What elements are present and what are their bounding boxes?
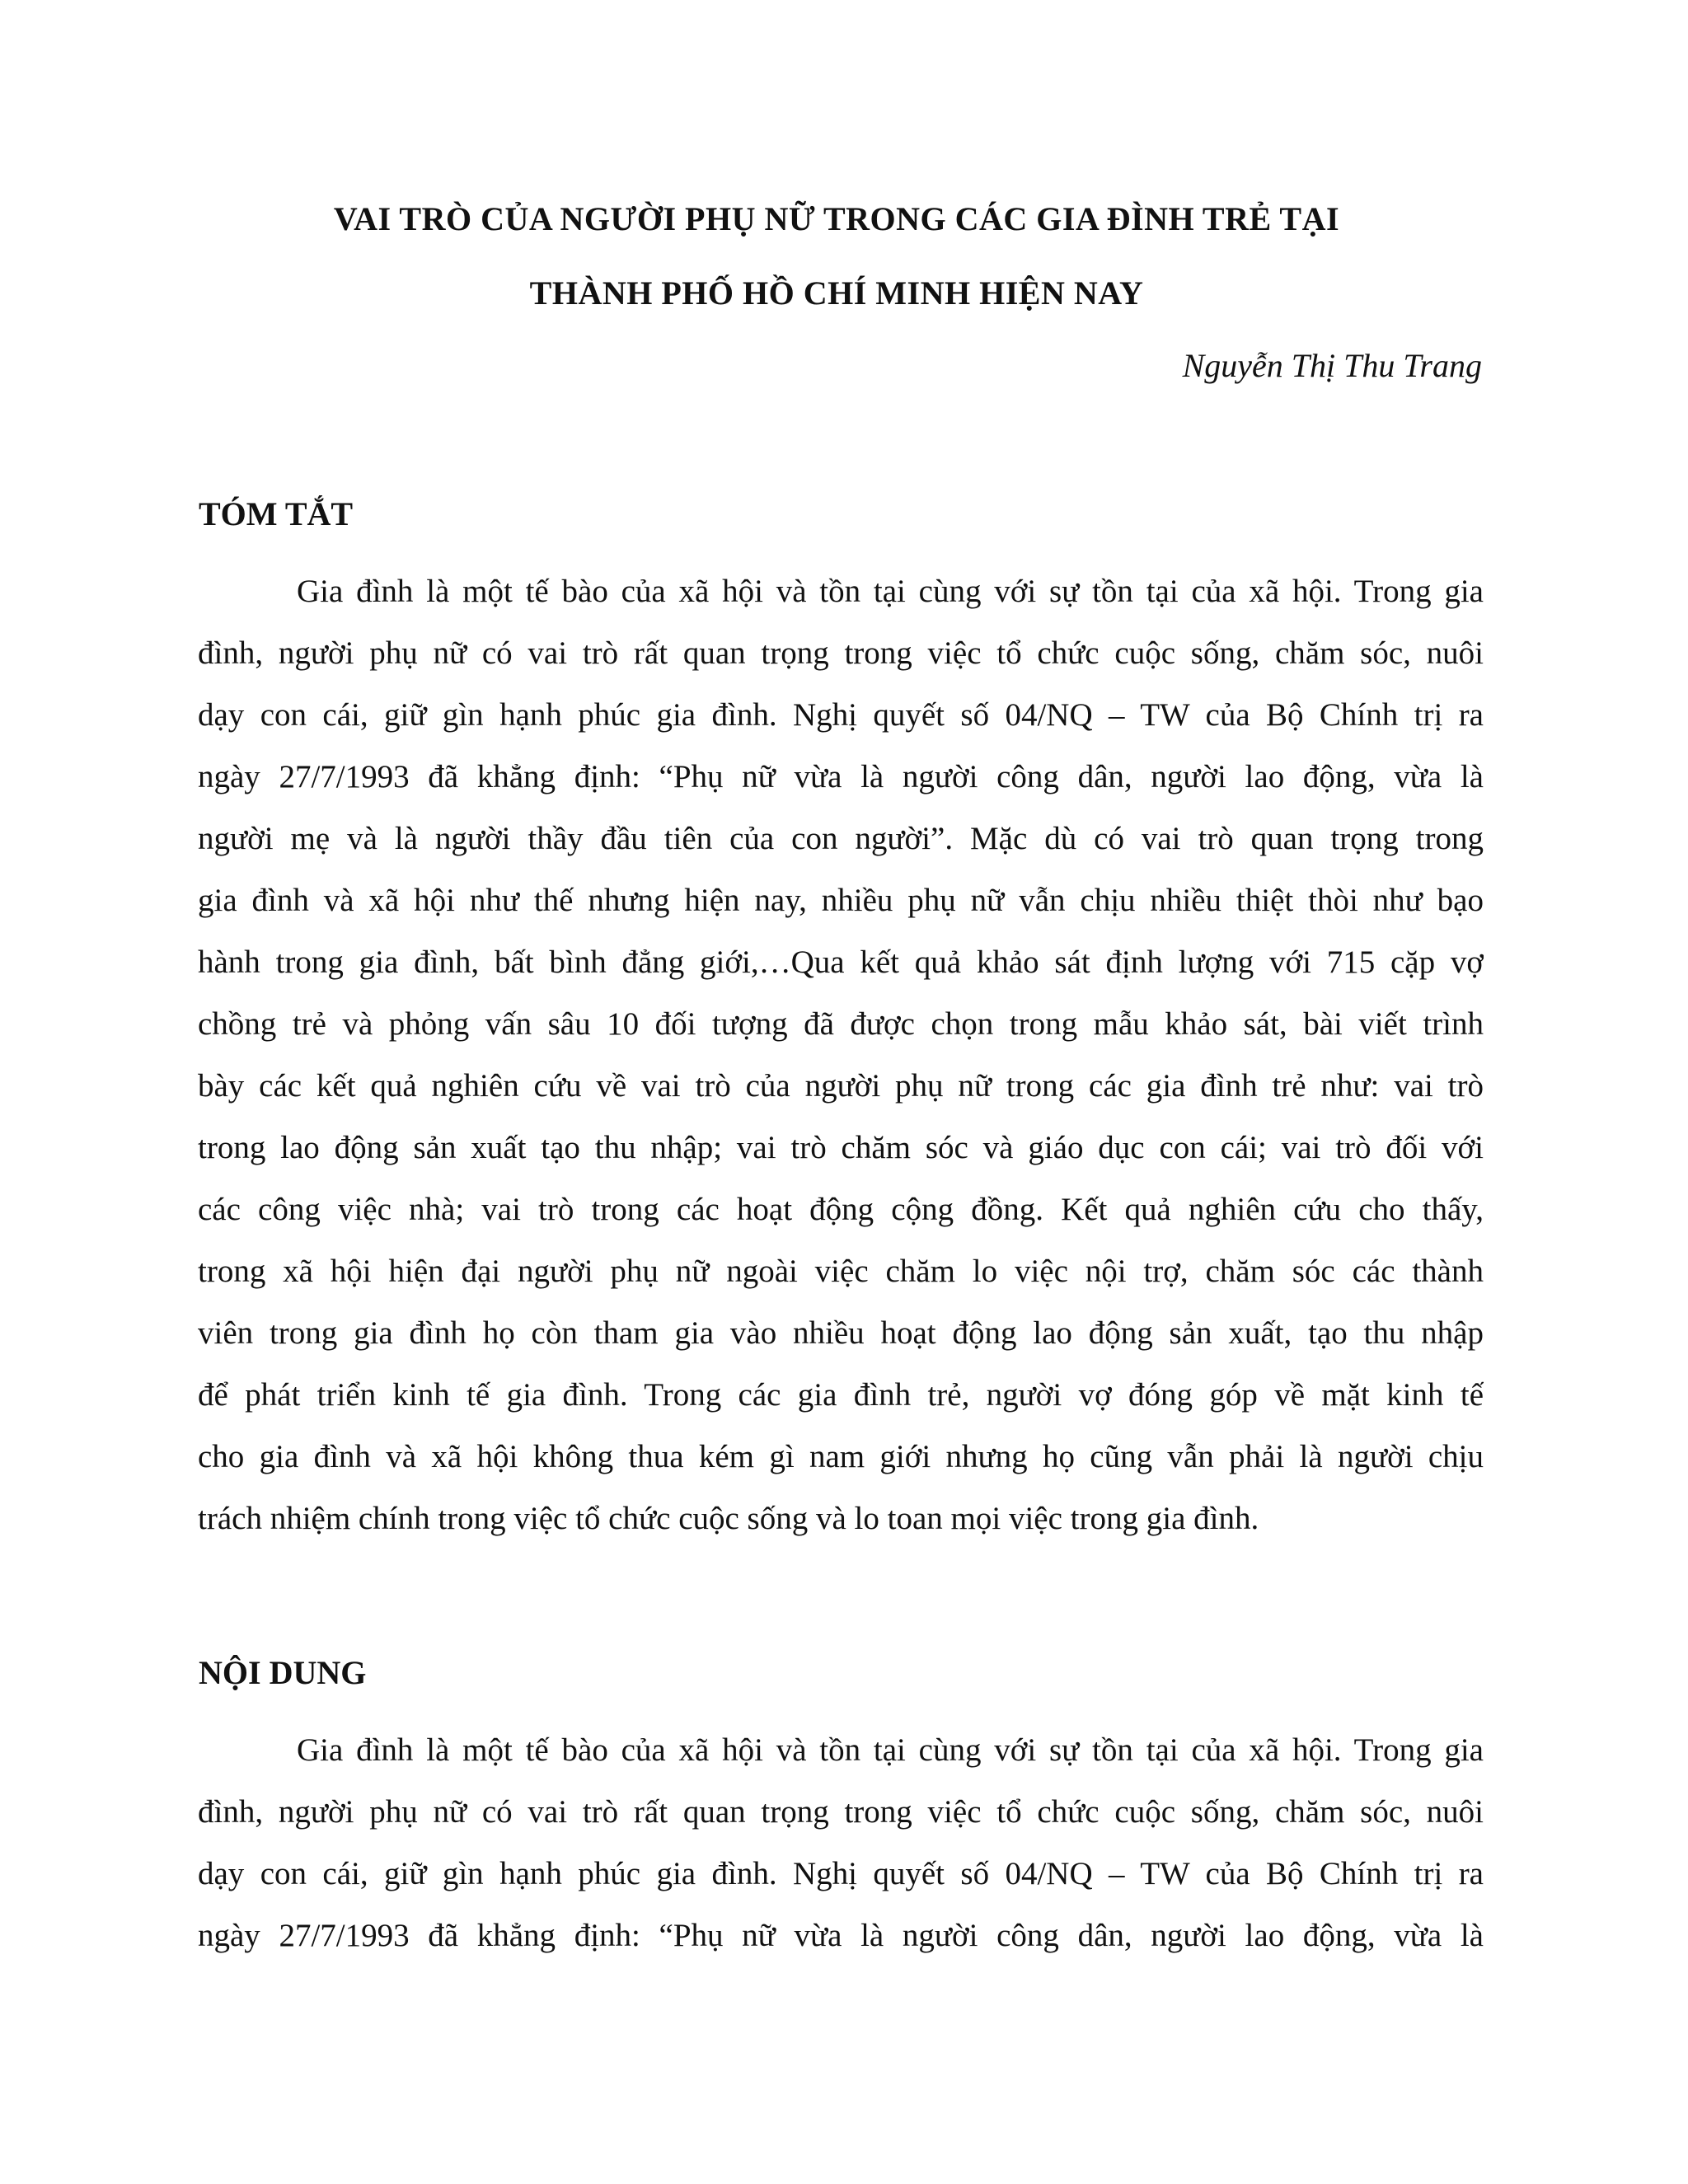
abstract-line: gia đình và xã hội như thế nhưng hiện nay, nhiều phụ nữ vẫn chịu nhiều thiệt thòi như bạo (198, 883, 1484, 918)
abstract-line: cho gia đình và xã hội không thua kém gì nam giới nhưng họ cũng vẫn phải là người chịu (198, 1439, 1484, 1474)
abstract-line: Gia đình là một tế bào của xã hội và tồn tại cùng với sự tồn tại của xã hội. Trong gia (297, 574, 1484, 609)
title-line-2: THÀNH PHỐ HỒ CHÍ MINH HIỆN NAY (529, 274, 1144, 312)
content-line: dạy con cái, giữ gìn hạnh phúc gia đình. Nghị quyết số 04/NQ – TW của Bộ Chính trị ra (198, 1856, 1484, 1891)
abstract-line: trong lao động sản xuất tạo thu nhập; vai trò chăm sóc và giáo dục con cái; vai trò đối với (198, 1130, 1484, 1165)
content-line: đình, người phụ nữ có vai trò rất quan trọng trong việc tổ chức cuộc sống, chăm sóc, nuôi (198, 1794, 1484, 1830)
abstract-line: bày các kết quả nghiên cứu về vai trò của người phụ nữ trong các gia đình trẻ như: vai trò (198, 1068, 1484, 1104)
abstract-line: để phát triển kinh tế gia đình. Trong các gia đình trẻ, người vợ đóng góp về mặt kinh tế (198, 1377, 1484, 1413)
abstract-paragraph (198, 560, 1484, 1549)
title-line-1: VAI TRÒ CỦA NGƯỜI PHỤ NỮ TRONG CÁC GIA ĐÌNH TRẺ TẠI (333, 200, 1340, 237)
abstract-line: các công việc nhà; vai trò trong các hoạt động cộng đồng. Kết quả nghiên cứu cho thấy, (198, 1192, 1484, 1227)
content-line: Gia đình là một tế bào của xã hội và tồn tại cùng với sự tồn tại của xã hội. Trong gia (297, 1732, 1484, 1768)
author-name: Nguyễn Thị Thu Trang (1182, 347, 1482, 384)
abstract-line: trong xã hội hiện đại người phụ nữ ngoài việc chăm lo việc nội trợ, chăm sóc các thành (198, 1254, 1484, 1289)
abstract-line: trách nhiệm chính trong việc tổ chức cuộc sống và lo toan mọi việc trong gia đình. (198, 1501, 1259, 1536)
abstract-line: đình, người phụ nữ có vai trò rất quan trọng trong việc tổ chức cuộc sống, chăm sóc, nuôi (198, 635, 1484, 671)
abstract-line: người mẹ và là người thầy đầu tiên của con người”. Mặc dù có vai trò quan trọng trong (198, 821, 1484, 856)
abstract-line: chồng trẻ và phỏng vấn sâu 10 đối tượng đã được chọn trong mẫu khảo sát, bài viết trình (198, 1006, 1484, 1042)
content-line: ngày 27/7/1993 đã khẳng định: “Phụ nữ vừa là người công dân, người lao động, vừa là (198, 1918, 1484, 1953)
abstract-line: hành trong gia đình, bất bình đẳng giới,…Qua kết quả khảo sát định lượng với 715 cặp vợ (198, 944, 1484, 980)
abstract-line: dạy con cái, giữ gìn hạnh phúc gia đình. Nghị quyết số 04/NQ – TW của Bộ Chính trị ra (198, 697, 1484, 733)
abstract-heading: TÓM TẮT (199, 495, 354, 532)
abstract-line: viên trong gia đình họ còn tham gia vào nhiều hoạt động lao động sản xuất, tạo thu nhập (198, 1315, 1484, 1351)
content-heading: NỘI DUNG (199, 1654, 367, 1691)
content-paragraph (198, 1719, 1484, 1966)
abstract-line: ngày 27/7/1993 đã khẳng định: “Phụ nữ vừa là người công dân, người lao động, vừa là (198, 759, 1484, 794)
